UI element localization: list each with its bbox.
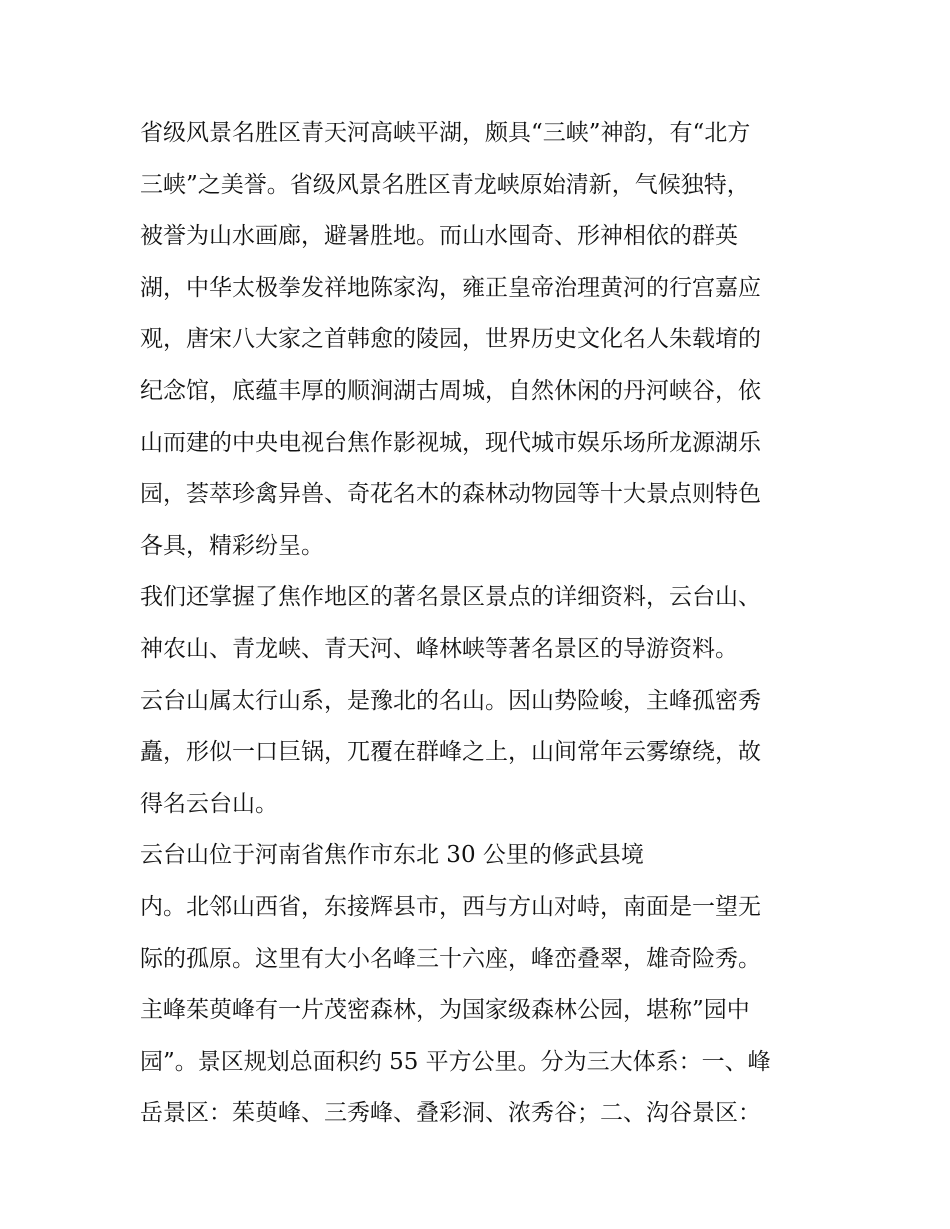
text-line: 各具，精彩纷呈。 bbox=[140, 532, 324, 559]
text-line: 纪念馆，底蕴丰厚的顺涧湖古周城，自然休闲的丹河峡谷，依 bbox=[140, 377, 761, 404]
text-line: 园，荟萃珍禽异兽、奇花名木的森林动物园等十大景点则特色 bbox=[140, 481, 761, 508]
text-line: 观，唐宋八大家之首韩愈的陵园，世界历史文化名人朱载堉的 bbox=[140, 326, 761, 353]
text-line: 湖，中华太极拳发祥地陈家沟，雍正皇帝治理黄河的行宫嘉应 bbox=[140, 274, 761, 301]
text-line: 我们还掌握了焦作地区的著名景区景点的详细资料，云台山、 bbox=[140, 584, 761, 611]
text-line: 云台山位于河南省焦作市东北 30 公里的修武县境 bbox=[140, 842, 644, 869]
document-body bbox=[140, 108, 830, 1140]
text-line: 际的孤原。这里有大小名峰三十六座，峰峦叠翠，雄奇险秀。 bbox=[140, 945, 761, 972]
text-line: 三峡”之美誉。省级风景名胜区青龙峡原始清新，气候独特， bbox=[140, 171, 750, 198]
text-line: 得名云台山。 bbox=[140, 790, 278, 817]
text-line: 主峰茱萸峰有一片茂密森林，为国家级森林公园，堪称”园中 bbox=[140, 997, 750, 1024]
text-line: 被誉为山水画廊，避暑胜地。而山水囤奇、形神相依的群英 bbox=[140, 223, 738, 250]
text-line: 矗，形似一口巨锅，兀覆在群峰之上，山间常年云雾缭绕，故 bbox=[140, 739, 761, 766]
text-line: 岳景区：茱萸峰、三秀峰、叠彩洞、浓秀谷；二、沟谷景区： bbox=[140, 1100, 761, 1127]
text-line: 省级风景名胜区青天河高峡平湖，颇具“三峡”神韵，有“北方 bbox=[140, 120, 751, 146]
text-line: 内。北邻山西省，东接辉县市，西与方山对峙，南面是一望无 bbox=[140, 893, 761, 920]
text-line: 山而建的中央电视台焦作影视城，现代城市娱乐场所龙源湖乐 bbox=[140, 429, 761, 456]
text-line: 神农山、青龙峡、青天河、峰林峡等著名景区的导游资料。 bbox=[140, 635, 738, 662]
text-line: 园”。景区规划总面积约 55 平方公里。分为三大体系：一、峰 bbox=[140, 1048, 771, 1075]
text-line: 云台山属太行山系，是豫北的名山。因山势险峻，主峰孤密秀 bbox=[140, 687, 761, 714]
